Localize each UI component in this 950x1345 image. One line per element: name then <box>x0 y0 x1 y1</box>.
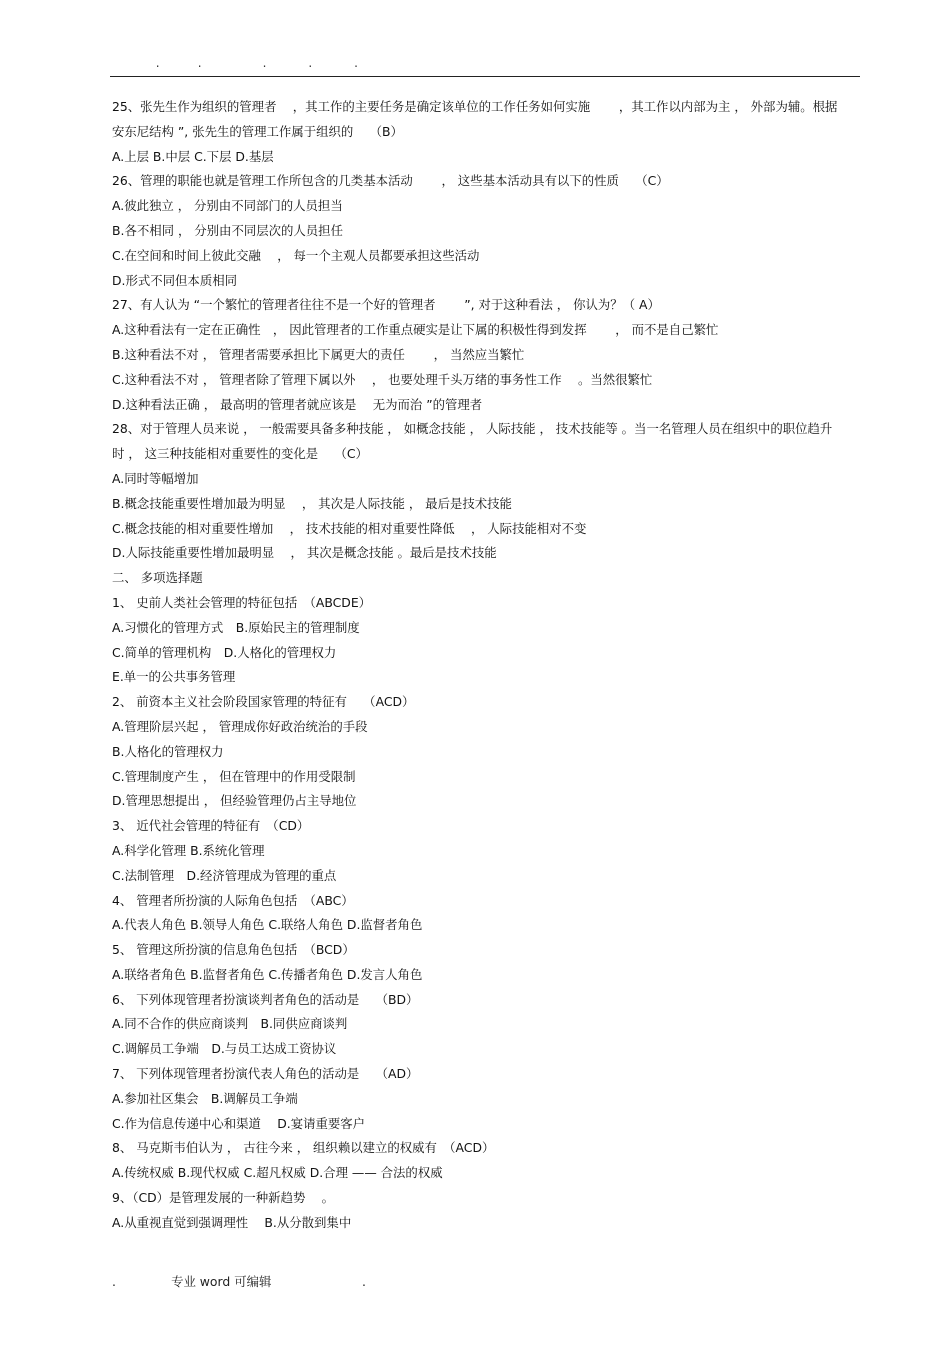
document-body <box>112 95 840 1236</box>
page-header-dots: . . . . . <box>110 56 358 70</box>
text-line: B.人格化的管理权力 <box>112 743 224 759</box>
text-line: 4、 管理者所扮演的人际角色包括 （ABC） <box>112 892 354 908</box>
text-line: C.这种看法不对 ， 管理者除了管理下属以外 ， 也要处理千头万绪的事务性工作 。当然很繁忙 <box>112 371 653 387</box>
text-line: A.代表人角色 B.领导人角色 C.联络人角色 D.监督者角色 <box>112 917 423 933</box>
text-line: 28、对于管理人员来说 ， 一般需要具备多种技能 ， 如概念技能 ， 人际技能 ， 技术技能等 。当一名管理人员在组织中的职位趋升时 ， 这三种技能相对重要性的变化是 （C） <box>112 421 833 462</box>
text-line: B.各不相同 ， 分别由不同层次的人员担任 <box>112 222 343 238</box>
text-line: C.调解员工争端 D.与员工达成工资协议 <box>112 1041 337 1057</box>
text-line: A.同时等幅增加 <box>112 470 199 486</box>
text-line: C.法制管理 D.经济管理成为管理的重点 <box>112 867 337 883</box>
text-line: D.形式不同但本质相同 <box>112 272 237 288</box>
text-line: B.概念技能重要性增加最为明显 ， 其次是人际技能 ， 最后是技术技能 <box>112 495 512 511</box>
text-line: B.这种看法不对 ， 管理者需要承担比下属更大的责任 ， 当然应当繁忙 <box>112 346 525 362</box>
text-line: 2、 前资本主义社会阶段国家管理的特征有 （ACD） <box>112 694 415 710</box>
text-line: A.上层 B.中层 C.下层 D.基层 <box>112 148 274 164</box>
text-line: 7、 下列体现管理者扮演代表人角色的活动是 （AD） <box>112 1066 419 1082</box>
text-line: C.概念技能的相对重要性增加 ， 技术技能的相对重要性降低 ， 人际技能相对不变 <box>112 520 587 536</box>
text-line: A.彼此独立 ， 分别由不同部门的人员担当 <box>112 198 343 214</box>
header-rule <box>110 76 860 77</box>
text-line: A.同不合作的供应商谈判 B.同供应商谈判 <box>112 1016 348 1032</box>
text-line: 25、张先生作为组织的管理者 ，其工作的主要任务是确定该单位的工作任务如何实施 ，其工作以内部为主 ， 外部为辅。根据 安东尼结构 ”, 张先生的管理工作属于组织的 （B） <box>112 99 842 139</box>
text-line: A.传统权威 B.现代权威 C.超凡权威 D.合理 —— 合法的权威 <box>112 1165 443 1181</box>
text-line: A.参加社区集会 B.调解员工争端 <box>112 1090 298 1106</box>
text-line: 9、（CD）是管理发展的一种新趋势 。 <box>112 1190 335 1206</box>
text-line: C.管理制度产生 ， 但在管理中的作用受限制 <box>112 768 356 784</box>
text-line: 5、 管理这所扮演的信息角色包括 （BCD） <box>112 942 355 958</box>
text-line: A.科学化管理 B.系统化管理 <box>112 842 265 858</box>
text-line: C.作为信息传递中心和渠道 D.宴请重要客户 <box>112 1115 366 1131</box>
text-line: D.人际技能重要性增加最明显 ， 其次是概念技能 。最后是技术技能 <box>112 545 497 561</box>
text-line: D.这种看法正确 ， 最高明的管理者就应该是 无为而治 ”的管理者 <box>112 396 483 412</box>
text-line: 26、管理的职能也就是管理工作所包含的几类基本活动 ， 这些基本活动具有以下的性质 （C） <box>112 173 669 189</box>
text-line: A.联络者角色 B.监督者角色 C.传播者角色 D.发言人角色 <box>112 966 423 982</box>
text-line: 27、有人认为 “一个繁忙的管理者往往不是一个好的管理者 ”, 对于这种看法 ， 你认为？（ A） <box>112 297 660 313</box>
text-line: A.这种看法有一定在正确性 ， 因此管理者的工作重点硬实是让下属的积极性得到发挥 ， 而不是自己繁忙 <box>112 322 719 338</box>
text-line: A.从重视直觉到强调理性 B.从分散到集中 <box>112 1214 352 1230</box>
text-line: 8、 马克斯韦伯认为 ， 古往今来 ， 组织赖以建立的权威有 （ACD） <box>112 1140 495 1156</box>
text-line: 1、 史前人类社会管理的特征包括 （ABCDE） <box>112 594 372 610</box>
text-line: A.管理阶层兴起 ， 管理成你好政治统治的手段 <box>112 718 368 734</box>
text-line: 6、 下列体现管理者扮演谈判者角色的活动是 （BD） <box>112 991 419 1007</box>
text-line: C.在空间和时间上彼此交融 ， 每一个主观人员都要承担这些活动 <box>112 247 480 263</box>
text-line: D.管理思想提出 ， 但经验管理仍占主导地位 <box>112 793 357 809</box>
text-line: A.习惯化的管理方式 B.原始民主的管理制度 <box>112 619 360 635</box>
text-line: 二、 多项选择题 <box>112 570 203 586</box>
page-footer: . 专业 word 可编辑 . <box>112 1274 366 1289</box>
text-line: C.简单的管理机构 D.人格化的管理权力 <box>112 644 337 660</box>
text-line: E.单一的公共事务管理 <box>112 669 236 685</box>
text-line: 3、 近代社会管理的特征有 （CD） <box>112 818 310 834</box>
